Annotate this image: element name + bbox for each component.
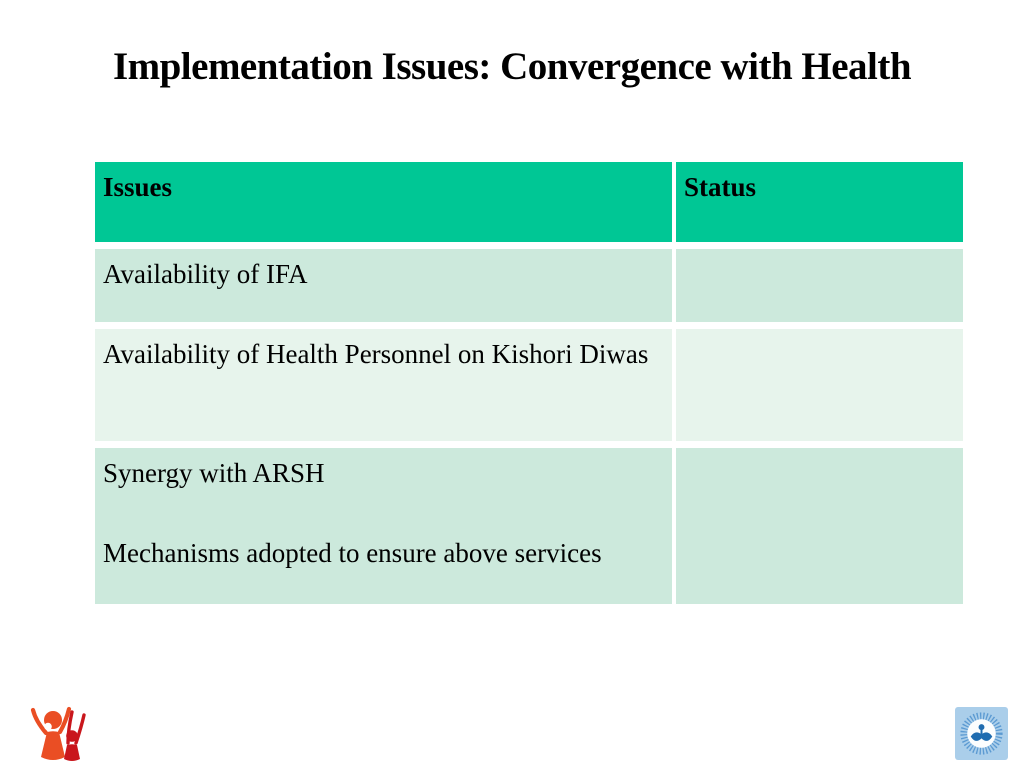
header-cell-status (676, 162, 963, 242)
header-issues-label: Issues (103, 172, 173, 202)
row-3-issue-text: Synergy with ARSH (103, 458, 325, 488)
table-row-2-issue-cell (95, 329, 672, 441)
table-row-3-status-cell (676, 448, 963, 604)
header-status-label: Status (684, 172, 757, 202)
icds-sun-emblem-icon (955, 707, 1008, 760)
issues-status-table (95, 162, 963, 604)
table-row-2-status-cell (676, 329, 963, 441)
header-cell-issues (95, 162, 672, 242)
row-2-issue-text: Availability of Health Personnel on Kishori Diwas (103, 339, 649, 369)
table-row-1-status-cell (676, 249, 963, 322)
red-people-figures-icon (28, 698, 88, 762)
row-1-issue-text: Availability of IFA (103, 259, 308, 289)
slide-title: Implementation Issues: Convergence with Health (112, 45, 912, 88)
table-row-1-issue-cell (95, 249, 672, 322)
table-row-3-issue-cell (95, 448, 672, 604)
row-3-issue-text-2: Mechanisms adopted to ensure above services (103, 538, 602, 568)
